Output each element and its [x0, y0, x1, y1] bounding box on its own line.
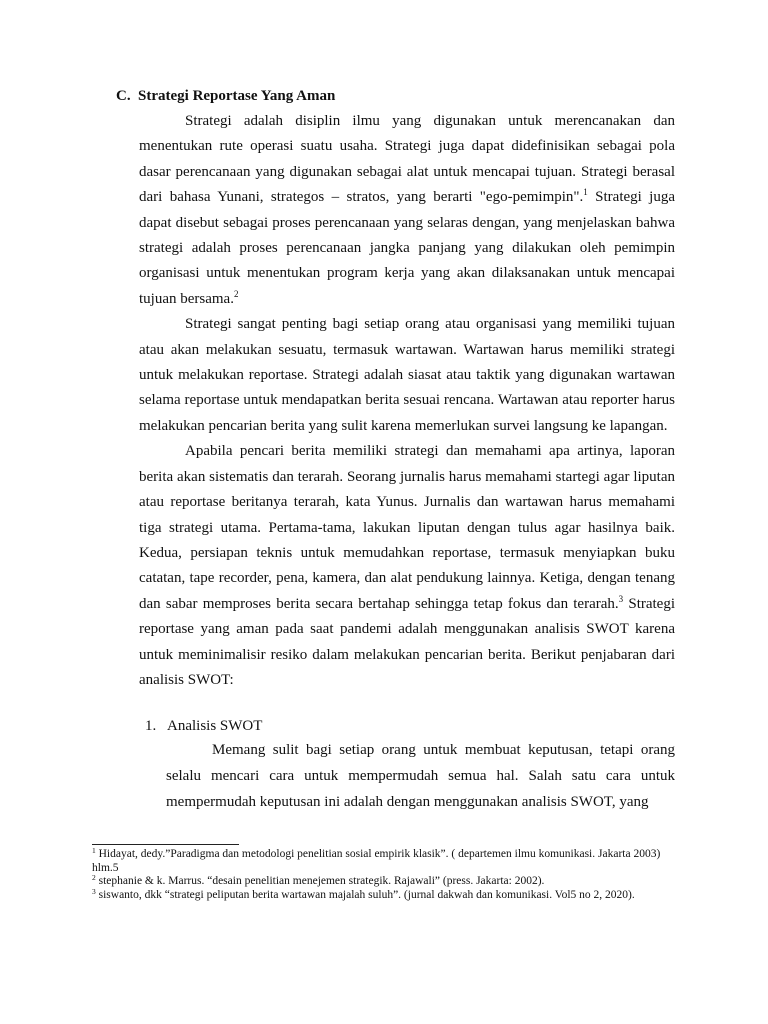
footnote-1-text: Hidayat, dedy.”Paradigma dan metodologi penelitian sosial empirik klasik”. ( departemen ilmu komunikasi. Jakarta 2003) hlm.5 — [92, 848, 661, 874]
section-marker: C. — [116, 88, 131, 104]
footnote-2 — [92, 875, 676, 889]
section-heading — [116, 86, 335, 106]
sub-section-text — [166, 737, 675, 815]
footnote-3-number: 3 — [92, 886, 96, 896]
list-item-number: 1. — [145, 718, 157, 734]
paragraph-1-text-cont: Strategi juga dapat disebut sebagai proses perencanaan yang selaras dengan, yang menjelaskan bahwa strategi adalah proses perencanaan jangka panjang yang dilakukan oleh pemimpin organisasi untuk menentukan program kerja yang akan dilaksanakan untuk mencapai tujuan bersama. — [139, 189, 675, 307]
body-text — [139, 109, 675, 693]
footnote-ref-2[interactable]: 2 — [233, 288, 239, 299]
footnote-ref-1[interactable]: 1 — [583, 187, 588, 198]
list-item-swot — [145, 716, 262, 736]
paragraph-3-text-cont: Strategi reportase yang aman pada saat pandemi adalah menggunakan analisis SWOT karena untuk meminimalisir resiko dalam melakukan pencarian berita. Berikut penjabaran dari analisis SWOT: — [139, 595, 676, 688]
footnote-1 — [92, 848, 676, 875]
sub-paragraph: Memang sulit bagi setiap orang untuk membuat keputusan, tetapi orang selalu mencari cara untuk mempermudah semua hal. Salah satu cara untuk mempermudah keputusan ini adalah dengan menggunakan analisis SWOT, yang — [166, 742, 675, 810]
footnote-3-text: siswanto, dkk “strategi peliputan berita wartawan majalah suluh”. (jurnal dakwah dan komunikasi. Vol5 no 2, 2020). — [95, 888, 635, 901]
section-title: Strategi Reportase Yang Aman — [138, 88, 336, 104]
paragraph-1-text: Strategi adalah disiplin ilmu yang digunakan untuk merencanakan dan menentukan rute operasi suatu usaha. Strategi juga dapat didefinisikan sebagai pola dasar perencanaan yang digunakan sebagai alat untuk mencapai tujuan. Strategi berasal dari bahasa Yunani, strategos – stratos, yang berarti "ego-pemimpin". — [139, 113, 675, 206]
paragraph-3-text: Apabila pencari berita memiliki strategi dan memahami apa artinya, laporan berita akan sistematis dan terarah. Seorang jurnalis harus memahami startegi agar liputan atau reportase beritanya terarah, kata Yunus. Jurnalis dan wartawan harus memahami tiga strategi utama. Pertama-tama, lakukan liputan dengan tulus agar hasilnya baik. Kedua, persiapan teknis untuk memudahkan reportase, termasuk menyiapkan buku catatan, tape recorder, pena, kamera, dan alat pendukung lainnya. Ketiga, dengan tenang dan sabar memproses berita secara bertahap sehingga tetap fokus dan terarah. — [139, 443, 675, 612]
paragraph-2: Strategi sangat penting bagi setiap orang atau organisasi yang memiliki tujuan atau akan melakukan sesuatu, termasuk wartawan. Wartawan harus memiliki strategi untuk melakukan reportase. Strategi adalah siasat atau taktik yang digunakan wartawan selama reportase untuk mendapatkan berita sesuai rencana. Wartawan atau reporter harus melakukan pencarian berita yang sulit karena memerlukan survei langsung ke lapangan. — [139, 316, 675, 434]
footnote-2-number: 2 — [92, 873, 96, 883]
footnote-1-number: 1 — [92, 846, 96, 855]
footnote-3 — [92, 886, 676, 903]
paragraph-1 — [139, 109, 675, 312]
footnote-2-text: stephanie & k. Marrus. “desain penelitian menejemen strategik. Rajawali” (press. Jakarta: 2002). — [95, 875, 545, 888]
paragraph-3 — [139, 439, 675, 693]
list-item-label: Analisis SWOT — [167, 718, 263, 734]
footnote-ref-3[interactable]: 3 — [618, 593, 624, 604]
footnote-separator — [92, 844, 239, 845]
footnotes — [92, 848, 676, 902]
